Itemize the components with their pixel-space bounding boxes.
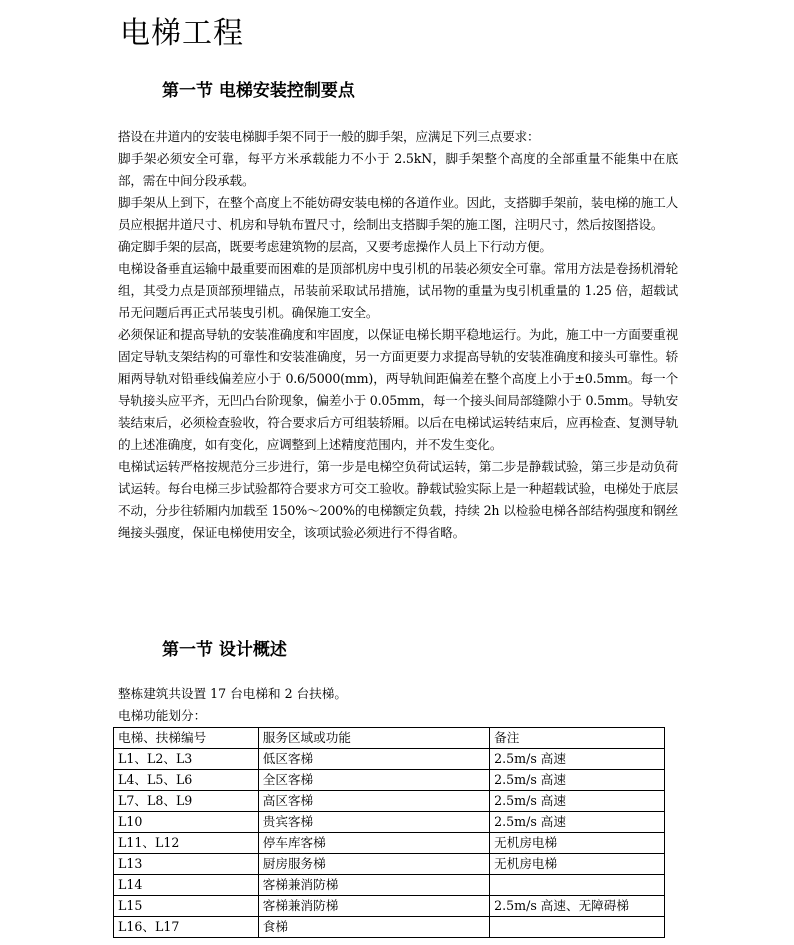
- table-caption: 电梯功能划分：: [118, 708, 207, 723]
- table-row: [114, 770, 665, 791]
- table-cell: [490, 875, 665, 896]
- table-cell: 停车库客梯: [258, 833, 489, 854]
- table-cell: L1、L2、L3: [114, 749, 259, 770]
- intro-text: 整栋建筑共设置 17 台电梯和 2 台扶梯。: [118, 686, 347, 701]
- paragraph: 确定脚手架的层高，既要考虑建筑物的层高，又要考虑操作人员上下行动方便。: [118, 239, 552, 254]
- table-row: [114, 896, 665, 917]
- elevator-function-table: [113, 727, 665, 938]
- section-heading-design-overview: 第一节 设计概述: [162, 640, 287, 660]
- table-cell: L11、L12: [114, 833, 259, 854]
- table-cell: L4、L5、L6: [114, 770, 259, 791]
- table-cell: 食梯: [258, 917, 489, 938]
- table-cell: 2.5m/s 高速、无障碍梯: [490, 896, 665, 917]
- table-cell: 客梯兼消防梯: [258, 875, 489, 896]
- paragraph: 脚手架从上到下，在整个高度上不能妨碍安装电梯的各道作业。因此，支搭脚手架前，装电梯的施工人员应根据井道尺寸、机房和导轨布置尺寸，绘制出支搭脚手架的施工图，注明尺寸，然后按图搭设。: [118, 195, 678, 232]
- table-row: [114, 917, 665, 938]
- table-cell: 厨房服务梯: [258, 854, 489, 875]
- paragraph: 搭设在井道内的安装电梯脚手架不同于一般的脚手架，应满足下列三点要求：: [118, 129, 540, 144]
- paragraph: 电梯设备垂直运输中最重要而困难的是顶部机房中曳引机的吊装必须安全可靠。常用方法是卷扬机滑轮组，其受力点是顶部预埋锚点，吊装前采取试吊措施，试吊物的重量为曳引机重量的 1.25 倍，超载试吊无问题后再正式吊装曳引机。确保施工安全。: [118, 261, 678, 320]
- installation-control-body: [118, 126, 678, 544]
- document-title: 电梯工程: [120, 16, 244, 51]
- table-cell: L10: [114, 812, 259, 833]
- table-cell: 低区客梯: [258, 749, 489, 770]
- table-row: [114, 854, 665, 875]
- table-cell: 无机房电梯: [490, 833, 665, 854]
- paragraph: 必须保证和提高导轨的安装准确度和牢固度，以保证电梯长期平稳地运行。为此，施工中一方面要重视固定导轨支架结构的可靠性和安装准确度，另一方面更要力求提高导轨的安装准确度和接头可靠性。轿厢两导轨对铅垂线偏差应小于 0.6/5000(mm)，两导轨间距偏差在整个高度上小于±0.5mm。每一个导轨接头应平齐，无凹凸台阶现象，偏差小于 0.05mm，每一个接头间局部缝隙小于 0.5mm。导轨安装结束后，必须检查验收，符合要求后方可组装轿厢。以后在电梯试运转结束后，应再检查、复测导轨的上述准确度，如有变化，应调整到上述精度范围内，并不发生变化。: [118, 327, 678, 452]
- table-row: [114, 833, 665, 854]
- header-cell: 备注: [490, 728, 665, 749]
- table-cell: 贵宾客梯: [258, 812, 489, 833]
- design-overview-summary: [118, 683, 678, 727]
- table-cell: L16、L17: [114, 917, 259, 938]
- table-cell: [490, 917, 665, 938]
- paragraph: 脚手架必须安全可靠，每平方米承载能力不小于 2.5kN，脚手架整个高度的全部重量不能集中在底部，需在中间分段承载。: [118, 151, 678, 188]
- table-row: [114, 812, 665, 833]
- table-cell: L15: [114, 896, 259, 917]
- table-cell: L14: [114, 875, 259, 896]
- table-cell: 全区客梯: [258, 770, 489, 791]
- table-cell: 2.5m/s 高速: [490, 791, 665, 812]
- table-row: [114, 791, 665, 812]
- table-cell: 无机房电梯: [490, 854, 665, 875]
- table-row: [114, 875, 665, 896]
- table-cell: 高区客梯: [258, 791, 489, 812]
- table-cell: 2.5m/s 高速: [490, 812, 665, 833]
- table-cell: 2.5m/s 高速: [490, 749, 665, 770]
- header-cell: 服务区域或功能: [258, 728, 489, 749]
- paragraph: 电梯试运转严格按规范分三步进行，第一步是电梯空负荷试运转，第二步是静载试验，第三步是动负荷试运转。每台电梯三步试验都符合要求方可交工验收。静载试验实际上是一种超载试验，电梯处于底层不动，分步往轿厢内加载至 150%～200%的电梯额定负载，持续 2h 以检验电梯各部结构强度和钢丝绳接头强度，保证电梯使用安全，该项试验必须进行不得省略。: [118, 459, 678, 540]
- table-row: [114, 749, 665, 770]
- table-cell: L7、L8、L9: [114, 791, 259, 812]
- table-header-row: [114, 728, 665, 749]
- table-cell: 2.5m/s 高速: [490, 770, 665, 791]
- table-cell: 客梯兼消防梯: [258, 896, 489, 917]
- header-cell: 电梯、扶梯编号: [114, 728, 259, 749]
- table-cell: L13: [114, 854, 259, 875]
- section-heading-installation-control: 第一节 电梯安装控制要点: [162, 81, 355, 101]
